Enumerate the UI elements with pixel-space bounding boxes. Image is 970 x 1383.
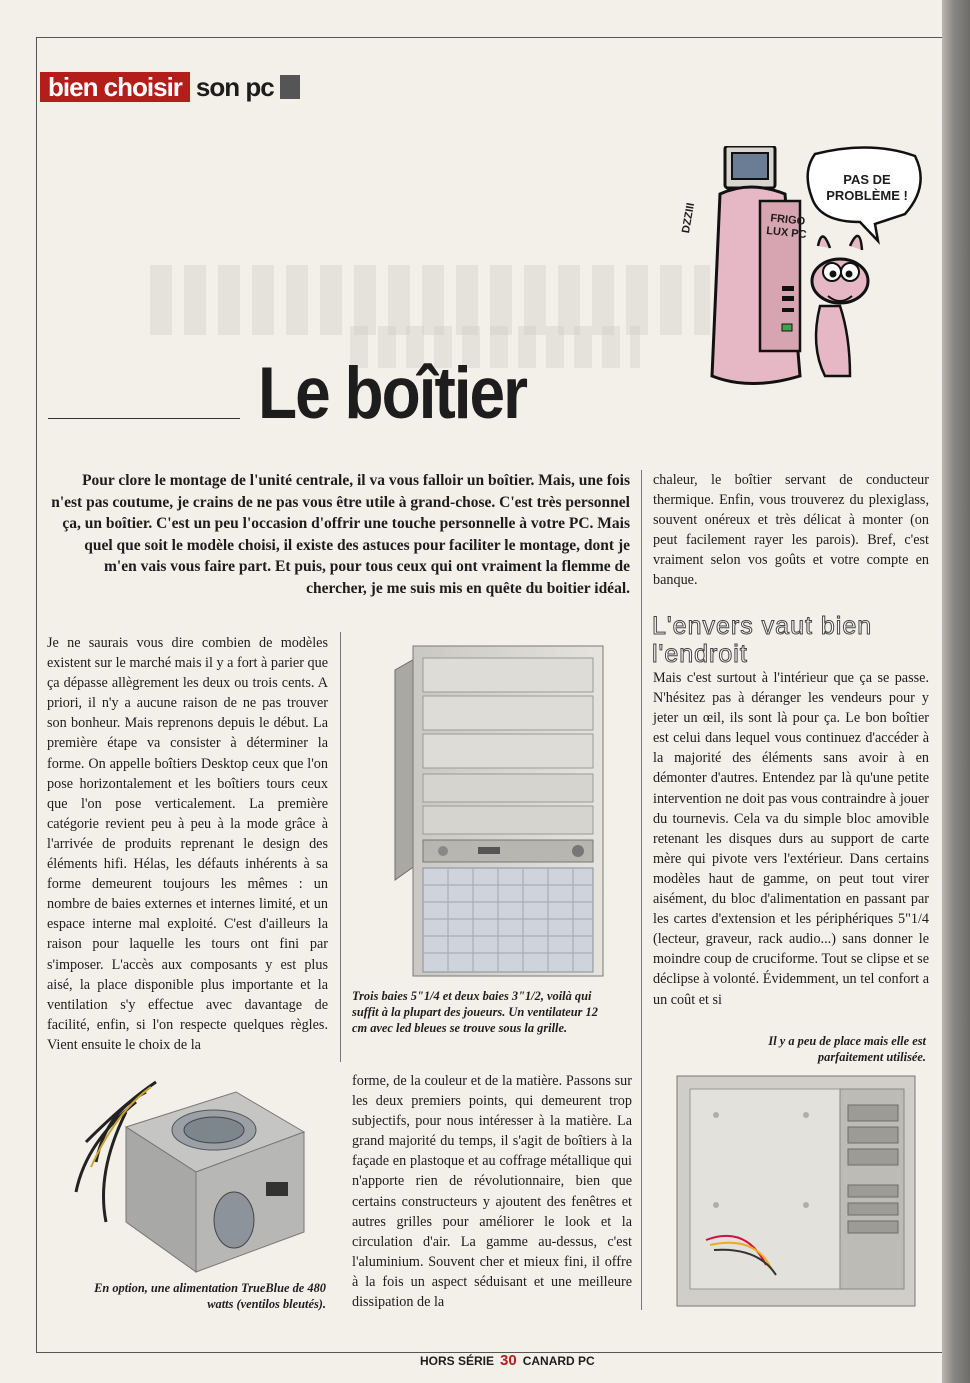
column-rule-2 (641, 470, 642, 1310)
topic-tag: son pc (195, 71, 274, 102)
title-rule (48, 418, 240, 419)
body-column-2: forme, de la couleur et de la matière. Passons sur les deux premiers points, qui demeurent trop subjectifs, pour nous intéresser à la matière. La grand majorité du temps, il s'agit de boîtiers à la façade en plastoque et au coffrage métallique qui n'apporte rien de révolutionnaire, bien que certains constructeurs y ajoutent des fenêtres et autres grilles pour améliorer le look et la circulation d'air. La gamme au-dessus, c'est l'aluminium. Souvent cher et mieux fini, il offre à la fois un aspect séduisant et une meilleure dissipation de la (352, 1073, 632, 1311)
article-title: Le boîtier (258, 351, 527, 434)
show-through-band (150, 265, 710, 335)
footer-left: HORS SÉRIE (420, 1353, 495, 1368)
page-number: 30 (500, 1352, 517, 1369)
column-rule-1 (340, 632, 341, 1062)
psu-caption: En option, une alimentation TrueBlue de 480 watts (ventilos bleutés). (94, 1281, 326, 1311)
case-interior-photo (676, 1075, 916, 1307)
body-column-1: Je ne saurais vous dire combien de modèles existent sur le marché mais il y a fort à parier que ça dépasse allègrement les deux ou trois cents. A priori, il n'y a aucune raison de ne pas trouver son bonheur. Mais reprenons depuis le début. La première étape va consister à déterminer la forme. On appelle boîtiers Desktop ceux que l'on pose horizontalement et les boîtiers tours ceux que l'on pose verticalement. La première catégorie revient peu à peu à la mode grâce à l'arrivée de produits reprenant le design des éléments hifi. Hélas, les défauts inhérents à sa forme demeurent toujours les mêmes : un nombre de baies externes et internes limité, et un espace interne mal exploité. C'est d'ailleurs la raison pour laquelle les tours ont fini par s'imposer. L'accès aux composants y est plus aisé, la place disponible plus importante et la ventilation s'y effectue avec davantage de facilité, enfin, si l'on respecte quelques règles. Vient ensuite le choix de la (47, 635, 328, 1053)
article-lead: Pour clore le montage de l'unité centrale, il va vous falloir un boîtier. Mais, une fois n'est pas coutume, je crains de ne pas vous être utile à grand-chose. C'est très personnel ça, un boîtier. C'est un peu l'occasion d'offrir une touche personnelle à votre PC. Mais quel que soit le modèle choisi, il existe des astuces pour faciliter le montage, dont je m'en vais vous faire part. Et puis, pour tous ceux qui ont vraiment la flemme de chercher, je me suis mis en quête du boitier idéal. (51, 472, 630, 597)
cartoon-sound: DZZIII (680, 201, 698, 235)
body-column-3a: chaleur, le boîtier servant de conducteur thermique. Enfin, vous trouverez du plexiglass, souvent onéreux et très délicat à monter (on peut facilement rayer les parois). Bref, c'est vraiment selon vos goûts et votre compte en banque. (653, 472, 929, 589)
speech-bubble-text: PAS DE PROBLÈME ! (826, 172, 908, 203)
page-footer (420, 1352, 595, 1369)
tower-case-photo (383, 640, 611, 980)
header-block (280, 75, 300, 99)
binding-spine (942, 0, 970, 1383)
subheading: L'envers vaut bien l'endroit (652, 612, 873, 668)
power-supply-photo (66, 1072, 316, 1282)
interior-caption: Il y a peu de place mais elle est parfaitement utilisée. (768, 1034, 926, 1064)
footer-right: CANARD PC (522, 1353, 595, 1368)
tower-caption: Trois baies 5"1/4 et deux baies 3"1/2, voilà qui suffit à la plupart des joueurs. Un ventilateur 12 cm avec led bleues se trouve sous la grille. (352, 989, 598, 1035)
section-header (40, 72, 300, 102)
cartoon-box-label: FRIGO LUX PC (765, 212, 808, 242)
body-column-3b: Mais c'est surtout à l'intérieur que ça se passe. N'hésitez pas à déranger les vendeurs pour y jeter un œil, ils sont là pour ça. Le bon boîtier est celui dans lequel vous continuez d'accéder à la majorité des éléments sans avoir à en démonter d'autres. Entendez par là qu'une petite intervention ne doit pas vous contraindre à jouer du tournevis. Cela va du simple bloc amovible retenant les disques durs au support de carte mère qui pivote vers l'extérieur. Dans certains modèles haut de gamme, on peut tout virer aisément, du bloc d'alimentation en passant par les cartes d'extension et les périphériques 5"1/4 (lecteur, graveur, rack audio...) sans donner le moindre coup de cruciforme. Tout se clipse et se déclipse à volonté. Évidemment, un tel confort a un coût et si (653, 670, 929, 1008)
section-tag: bien choisir (40, 72, 190, 102)
